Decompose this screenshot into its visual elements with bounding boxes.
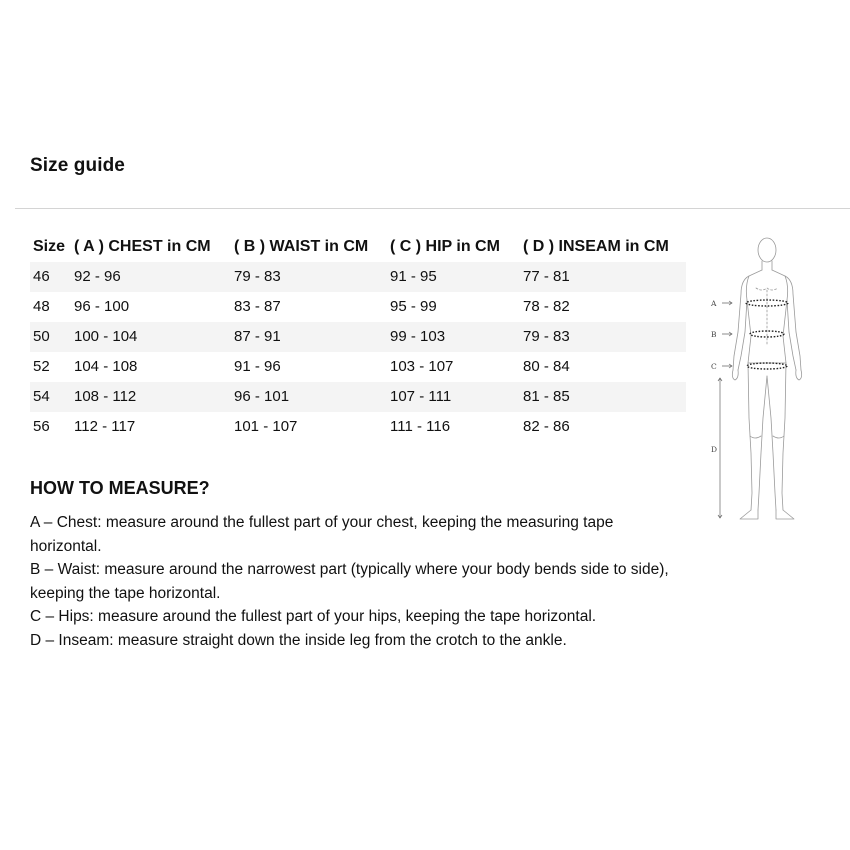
cell-inseam: 82 - 86 xyxy=(523,418,570,435)
table-row xyxy=(30,352,686,382)
page-title: Size guide xyxy=(30,155,125,176)
cell-waist: 96 - 101 xyxy=(230,382,386,412)
instruction-hips: C – Hips: measure around the fullest part of your hips, keeping the tape horizontal. xyxy=(30,608,597,625)
cell-hip: 111 - 116 xyxy=(390,418,451,435)
cell-chest: 104 - 108 xyxy=(74,358,138,375)
cell-hip: 103 - 107 xyxy=(390,358,454,375)
table-header-row xyxy=(30,234,686,262)
cell-inseam: 78 - 82 xyxy=(523,298,570,315)
instruction-waist: B – Waist: measure around the narrowest part (typically where your body bends side to side), keeping the tape horizontal. xyxy=(30,561,669,602)
measure-instructions xyxy=(30,511,670,652)
figure-label-d: D xyxy=(711,445,718,454)
cell-size: 48 xyxy=(33,298,50,315)
table-row xyxy=(30,292,686,322)
cell-hip: 99 - 103 xyxy=(386,322,519,352)
table-row xyxy=(30,322,686,352)
human-figure-outline xyxy=(732,238,801,519)
cell-inseam: 77 - 81 xyxy=(519,262,686,292)
cell-hip: 107 - 111 xyxy=(386,382,519,412)
cell-waist: 83 - 87 xyxy=(234,298,281,315)
cell-chest: 92 - 96 xyxy=(70,262,230,292)
hip-tape xyxy=(747,363,787,369)
cell-waist: 101 - 107 xyxy=(234,418,298,435)
cell-inseam: 80 - 84 xyxy=(523,358,570,375)
cell-size: 54 xyxy=(30,382,70,412)
header-chest: ( A ) CHEST in CM xyxy=(74,238,211,255)
inseam-arrow xyxy=(718,378,722,518)
figure-label-a: A xyxy=(711,299,717,308)
cell-chest: 112 - 117 xyxy=(74,418,136,435)
how-to-measure-heading: HOW TO MEASURE? xyxy=(30,478,210,498)
figure-label-c: C xyxy=(711,362,717,371)
cell-chest: 100 - 104 xyxy=(70,322,230,352)
cell-waist: 87 - 91 xyxy=(230,322,386,352)
header-inseam: ( D ) INSEAM in CM xyxy=(523,238,669,255)
header-size: Size xyxy=(33,238,66,255)
cell-waist: 79 - 83 xyxy=(230,262,386,292)
body-measurement-figure xyxy=(706,228,838,538)
cell-inseam: 81 - 85 xyxy=(519,382,686,412)
cell-chest: 108 - 112 xyxy=(70,382,230,412)
table-row xyxy=(30,382,686,412)
header-waist: ( B ) WAIST in CM xyxy=(234,238,369,255)
instruction-chest: A – Chest: measure around the fullest part of your chest, keeping the measuring tape horizontal. xyxy=(30,514,614,555)
cell-size: 46 xyxy=(30,262,70,292)
figure-label-b: B xyxy=(711,330,717,339)
label-arrows xyxy=(718,301,732,518)
table-row xyxy=(30,262,686,292)
header-hip: ( C ) HIP in CM xyxy=(390,238,500,255)
cell-hip: 95 - 99 xyxy=(390,298,437,315)
cell-chest: 96 - 100 xyxy=(74,298,130,315)
instruction-inseam: D – Inseam: measure straight down the inside leg from the crotch to the ankle. xyxy=(30,631,567,649)
cell-size: 52 xyxy=(33,358,50,375)
cell-inseam: 79 - 83 xyxy=(519,322,686,352)
table-row xyxy=(30,412,686,442)
cell-size: 50 xyxy=(30,322,70,352)
cell-waist: 91 - 96 xyxy=(234,358,281,375)
cell-hip: 91 - 95 xyxy=(386,262,519,292)
cell-size: 56 xyxy=(33,418,50,435)
size-table xyxy=(30,234,686,442)
title-divider xyxy=(15,208,850,209)
